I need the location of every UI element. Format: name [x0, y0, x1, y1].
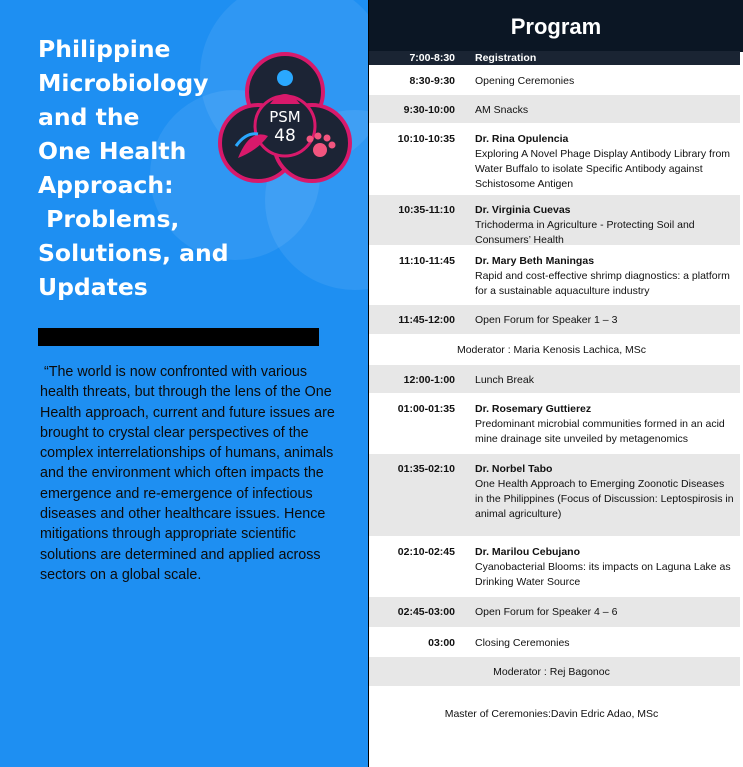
program-desc	[455, 254, 740, 304]
speaker-name: Dr. Mary Beth Maningas	[475, 255, 595, 267]
program-time: 03:00	[428, 637, 455, 649]
program-time: 10:35-11:10	[398, 204, 455, 216]
program-desc	[369, 665, 740, 686]
program-row	[369, 394, 740, 454]
speaker-name: Dr. Norbel Tabo	[475, 463, 553, 475]
program-time: 9:30-10:00	[403, 104, 455, 116]
program-desc	[369, 343, 740, 364]
program-time: 01:35-02:10	[397, 463, 455, 475]
speaker-name: Dr. Rina Opulencia	[475, 133, 569, 145]
title-line: Philippine	[38, 35, 171, 63]
black-bar	[38, 328, 319, 346]
program-row	[369, 66, 740, 95]
session-title: AM Snacks	[475, 104, 529, 116]
title-line: and the	[38, 103, 140, 131]
paw-icon	[313, 143, 327, 157]
program-desc	[455, 74, 740, 94]
quote-text: “The world is now confronted with various health threats, but through the lens of the One Health approach, current and future issues are brought to crystal clear perspectives of the complex interrelationships of humans, animals and the environment which often impacts the emergence and re-emergence of infectious diseases and other healthcare issues. Hence mitigations through appropriate scientific solutions are determined and applied across sectors on a global scale.	[40, 364, 339, 583]
speaker-name: Dr. Virginia Cuevas	[475, 204, 571, 216]
program-time: 8:30-9:30	[409, 75, 455, 87]
session-title: Rapid and cost-effective shrimp diagnostics: a platform for a sustainable aquaculture industry	[475, 270, 730, 297]
title-line: Solutions, and	[38, 239, 229, 267]
program-time: 11:45-12:00	[398, 314, 455, 326]
session-title: Moderator : Maria Kenosis Lachica, MSc	[456, 344, 647, 356]
program-desc	[455, 103, 740, 123]
program-row	[369, 597, 740, 628]
logo-text-bottom: 48	[274, 126, 296, 146]
program-table	[369, 51, 740, 742]
session-title: Lunch Break	[475, 374, 534, 386]
program-desc	[455, 605, 740, 627]
program-desc	[455, 51, 740, 65]
program-panel	[368, 0, 743, 767]
program-row	[369, 124, 740, 195]
program-time: 12:00-1:00	[403, 374, 455, 386]
session-title: Registration	[475, 52, 537, 64]
program-row	[369, 95, 740, 124]
session-title: Open Forum for Speaker 1 – 3	[475, 314, 618, 326]
session-title: Opening Ceremonies	[475, 75, 575, 87]
program-time: 7:00-8:30	[409, 52, 455, 64]
program-desc	[455, 132, 740, 194]
title-line: One Health	[38, 137, 187, 165]
program-desc	[455, 373, 740, 393]
session-title: Master of Ceremonies:Davin Edric Adao, MSc	[444, 708, 659, 720]
program-row	[369, 365, 740, 394]
session-title: Trichoderma in Agriculture - Protecting Soil and Consumers’ Health	[475, 219, 695, 246]
left-panel	[0, 0, 368, 767]
program-time: 01:00-01:35	[397, 403, 455, 415]
program-desc	[455, 545, 740, 596]
program-header: Program	[369, 0, 743, 52]
session-title: Exploring A Novel Phage Display Antibody Library from Water Buffalo to isolate Specific Antibody against Schistosome Antigen	[475, 148, 731, 190]
program-row	[369, 537, 740, 597]
program-row	[369, 305, 740, 335]
program-desc	[455, 402, 740, 453]
program-row	[369, 657, 740, 687]
session-title: Predominant microbial communities formed in an acid mine drainage site unveiled by metagenomics	[475, 418, 725, 445]
program-desc	[455, 203, 740, 245]
person-icon	[277, 70, 293, 86]
program-row	[369, 195, 740, 246]
title-line: Updates	[38, 273, 148, 301]
program-desc	[455, 313, 740, 334]
session-title: Moderator : Rej Bagonoc	[493, 666, 610, 678]
session-title: Closing Ceremonies	[475, 637, 570, 649]
session-title: Open Forum for Speaker 4 – 6	[475, 606, 618, 618]
logo-text-top: PSM	[269, 108, 301, 126]
program-row	[369, 51, 740, 66]
session-title: Cyanobacterial Blooms: its impacts on Laguna Lake as Drinking Water Source	[475, 561, 731, 588]
speaker-name: Dr. Rosemary Guttierez	[475, 403, 592, 415]
psm48-logo	[210, 40, 360, 190]
program-row	[369, 687, 740, 742]
program-time: 02:45-03:00	[397, 606, 455, 618]
title-line: Problems,	[38, 205, 180, 233]
title-line: Approach:	[38, 171, 174, 199]
program-time: 10:10-10:35	[397, 133, 455, 145]
program-time: 11:10-11:45	[398, 255, 455, 267]
program-row	[369, 454, 740, 537]
title-line: Microbiology	[38, 69, 209, 97]
speaker-name: Dr. Marilou Cebujano	[475, 546, 581, 558]
program-time: 02:10-02:45	[397, 546, 455, 558]
program-desc	[455, 462, 740, 536]
program-row	[369, 246, 740, 305]
program-row	[369, 628, 740, 657]
program-desc	[455, 636, 740, 656]
program-row	[369, 335, 740, 365]
program-desc	[369, 707, 740, 741]
session-title: One Health Approach to Emerging Zoonotic Diseases in the Philippines (Focus of Discussion: Leptospirosis in animal agriculture)	[475, 478, 734, 520]
